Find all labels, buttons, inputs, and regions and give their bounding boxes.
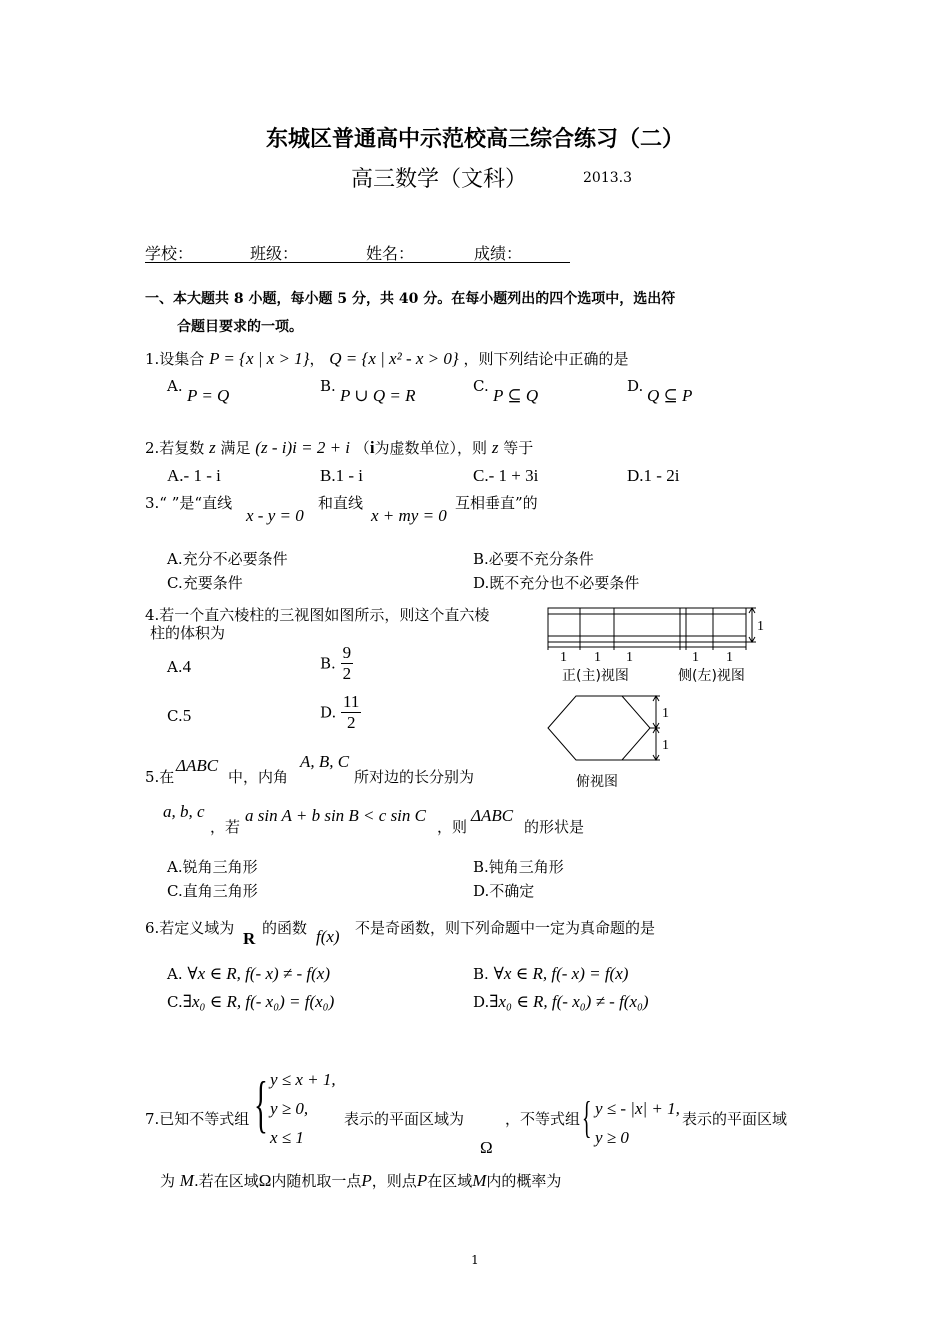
q4-b-den: 2 <box>342 664 352 683</box>
q7-omega2: Ω <box>258 1171 272 1190</box>
q4-c-label: C. <box>167 707 183 725</box>
side-view-label: 侧(左)视图 <box>678 668 745 684</box>
q6-r: R <box>243 929 256 948</box>
question-2 <box>145 437 533 458</box>
q6-option-c[interactable] <box>167 992 334 1012</box>
q2-prefix: 2.若复数 <box>145 439 205 457</box>
q2-option-c[interactable]: C.- 1 + 3i <box>473 466 539 485</box>
q2-z2: z <box>491 438 499 457</box>
q7-prefix: 7.已知不等式组 <box>145 1110 250 1128</box>
q6-mid: 的函数 <box>262 919 308 937</box>
q7-line2 <box>160 1170 561 1191</box>
top-view <box>548 696 660 760</box>
q7-m2: M <box>472 1171 487 1190</box>
q6-a-expr: ∀x ∈ R, f(- x) ≠ - f(x) <box>187 964 330 983</box>
q1-c-label: C. <box>473 377 489 395</box>
q4-a-value: 4 <box>182 657 192 676</box>
q1-option-a-expr: P = Q <box>187 386 230 405</box>
q4-text2: 柱的体积为 <box>150 624 226 642</box>
q5-condition: a sin A + b sin B < c sin C <box>245 806 426 825</box>
q2-i: i <box>369 438 375 457</box>
q5-sides: a, b, c <box>163 802 205 821</box>
q6-d-label: D. <box>473 993 490 1011</box>
q7-p2: P <box>416 1171 428 1190</box>
side-dim-2: 1 <box>726 650 733 665</box>
q7-l2-b: 内随机取一点 <box>271 1172 362 1190</box>
q5-cond-pre: ，若 <box>210 818 241 836</box>
question-1 <box>145 348 628 369</box>
q7-l2-a: .若在区域 <box>193 1172 259 1190</box>
q5-suffix: 的形状是 <box>524 818 585 836</box>
q7-mid2: ，不等式组 <box>505 1110 581 1128</box>
q6-option-d[interactable] <box>473 992 649 1012</box>
front-view-label: 正(主)视图 <box>562 668 629 684</box>
q3-option-b[interactable]: B.必要不充分条件 <box>473 550 594 568</box>
q6-option-a[interactable] <box>167 964 330 984</box>
page-subtitle: 高三数学（文科） <box>351 167 528 192</box>
q1-prefix: 1.设集合 <box>145 350 205 368</box>
q1-set-q: Q = {x | x² - x > 0} <box>329 349 459 368</box>
front-view <box>548 608 686 650</box>
q6-b-label: B. <box>473 965 489 983</box>
q7-p: P <box>361 1171 372 1190</box>
q2-z: z <box>209 438 216 457</box>
q7-sys2-line1: y ≤ - |x| + 1, <box>595 1099 680 1118</box>
q7-mid1: 表示的平面区域为 <box>344 1110 465 1128</box>
q2-option-b[interactable]: B.1 - i <box>320 466 363 485</box>
front-dim-3: 1 <box>626 650 633 665</box>
q6-a-label: A. <box>167 965 183 983</box>
page-number: 1 <box>471 1253 479 1267</box>
top-view-label: 俯视图 <box>576 774 618 790</box>
q3-option-d[interactable]: D.既不充分也不必要条件 <box>473 574 640 592</box>
three-view-figure <box>540 600 780 800</box>
q4-b-label: B. <box>320 654 336 673</box>
q7-sys2-line2: y ≥ 0 <box>595 1128 629 1147</box>
q4-b-fraction <box>341 643 354 684</box>
q5-mid2: 所对边的长分别为 <box>354 768 475 786</box>
q1-comma: ， <box>309 350 325 368</box>
q4-option-d[interactable] <box>320 692 361 733</box>
q5-triangle-2: ΔABC <box>471 806 514 825</box>
q7-omega: Ω <box>480 1138 493 1157</box>
q1-option-d[interactable] <box>627 377 643 395</box>
front-dim-2: 1 <box>594 650 601 665</box>
q1-option-d-expr: Q ⊆ P <box>647 386 693 405</box>
section-instructions-line2: 合题目要求的一项。 <box>177 319 303 335</box>
q6-suffix: 不是奇函数，则下列命题中一定为真命题的是 <box>355 919 656 937</box>
q5-option-c[interactable]: C.直角三角形 <box>167 882 258 900</box>
q7-sys1-line1: y ≤ x + 1, <box>270 1070 336 1089</box>
q7-sys1-line2: y ≥ 0, <box>270 1099 309 1118</box>
q2-mid: 满足 <box>220 439 251 457</box>
school-label: 学校： <box>145 244 194 263</box>
q1-option-c-expr: P ⊆ Q <box>493 386 539 405</box>
q1-option-a[interactable] <box>167 377 183 395</box>
score-label: 成绩： <box>474 244 523 263</box>
q5-option-b[interactable]: B.钝角三角形 <box>473 858 564 876</box>
top-dim-2: 1 <box>662 738 669 753</box>
q4-option-c[interactable] <box>167 706 191 726</box>
name-label: 姓名： <box>366 244 415 263</box>
q5-prefix: 5.在 <box>145 768 175 786</box>
info-underline <box>145 262 570 263</box>
q3-option-c[interactable]: C.充要条件 <box>167 574 243 592</box>
q2-note: 为虚数单位），则 <box>374 439 488 457</box>
q7-l2-e: 内的概率为 <box>486 1172 562 1190</box>
q4-d-label: D. <box>320 703 337 722</box>
q5-mid1: 中，内角 <box>228 768 289 786</box>
q4-d-fraction <box>341 692 361 733</box>
q2-note-open: （ <box>354 439 370 457</box>
q4-text1: 4.若一个直六棱柱的三视图如图所示，则这个直六棱 <box>145 606 490 624</box>
page-title: 东城区普通高中示范校高三综合练习（二） <box>265 127 684 152</box>
q3-mid: 和直线 <box>318 494 364 512</box>
q6-prefix: 6.若定义域为 <box>145 919 235 937</box>
q1-set-p: P = {x | x > 1} <box>209 349 310 368</box>
q2-equation: (z - i)i = 2 + i <box>255 438 351 457</box>
q1-option-b[interactable] <box>320 377 336 395</box>
q3-prefix: 3.“ ”是“直线 <box>145 494 233 512</box>
q4-c-value: 5 <box>182 706 192 725</box>
q4-d-num: 11 <box>343 692 360 711</box>
q2-option-a[interactable]: A.- 1 - i <box>167 466 221 485</box>
q4-a-label: A. <box>167 658 183 676</box>
top-dim-1: 1 <box>662 706 669 721</box>
q7-m: M <box>179 1171 194 1190</box>
q4-d-den: 2 <box>346 713 356 732</box>
q1-a-label: A. <box>167 377 183 395</box>
q1-option-b-expr: P ∪ Q = R <box>340 386 416 405</box>
q6-c-label: C. <box>167 993 183 1011</box>
q7-suffix: 表示的平面区域 <box>682 1110 788 1128</box>
q7-brace-1: { <box>254 1068 268 1139</box>
q4-option-a[interactable] <box>167 657 191 677</box>
q5-option-a[interactable]: A.锐角三角形 <box>167 858 258 876</box>
side-view-box <box>680 608 756 650</box>
q3-suffix: 互相垂直”的 <box>455 494 538 512</box>
q5-triangle: ΔABC <box>176 756 219 775</box>
q6-d-expr: ∃x₀ ∈ R, f(- x₀) ≠ - f(x₀) <box>489 992 649 1011</box>
q7-brace-2: { <box>582 1093 592 1142</box>
side-height-dim: 1 <box>757 619 764 634</box>
q5-angles: A, B, C <box>300 752 350 771</box>
q7-l2-pre: 为 <box>160 1172 176 1190</box>
q7-sys1-line3: x ≤ 1 <box>270 1128 304 1147</box>
q7-l2-d: 在区域 <box>427 1172 473 1190</box>
section-instructions-line1: 一、本大题共 8 小题，每小题 5 分，共 40 分。在每小题列出的四个选项中，选出符 <box>145 291 676 307</box>
class-label: 班级： <box>250 244 299 263</box>
q1-d-label: D. <box>627 377 644 395</box>
q2-option-d[interactable]: D.1 - 2i <box>627 466 680 485</box>
q6-fx: f(x) <box>316 927 340 946</box>
q1-suffix: ，则下列结论中正确的是 <box>463 350 629 368</box>
q6-b-expr: ∀x ∈ R, f(- x) = f(x) <box>493 964 629 983</box>
q6-c-expr: ∃x₀ ∈ R, f(- x₀) = f(x₀) <box>182 992 335 1011</box>
q4-option-b[interactable] <box>320 643 353 684</box>
q1-b-label: B. <box>320 377 336 395</box>
q3-line2: x + my = 0 <box>371 506 447 525</box>
side-dim-1: 1 <box>692 650 699 665</box>
q4-b-num: 9 <box>342 643 352 662</box>
q3-option-a[interactable]: A.充分不必要条件 <box>167 550 288 568</box>
q7-l2-c: ，则点 <box>371 1172 417 1190</box>
q5-cond-post: ，则 <box>437 818 468 836</box>
front-dim-1: 1 <box>560 650 567 665</box>
q2-suffix: 等于 <box>503 439 534 457</box>
q6-option-b[interactable] <box>473 964 628 984</box>
q3-line1: x - y = 0 <box>246 506 304 525</box>
exam-date: 2013.3 <box>583 170 632 186</box>
q1-option-c[interactable] <box>473 377 489 395</box>
q5-option-d[interactable]: D.不确定 <box>473 882 535 900</box>
